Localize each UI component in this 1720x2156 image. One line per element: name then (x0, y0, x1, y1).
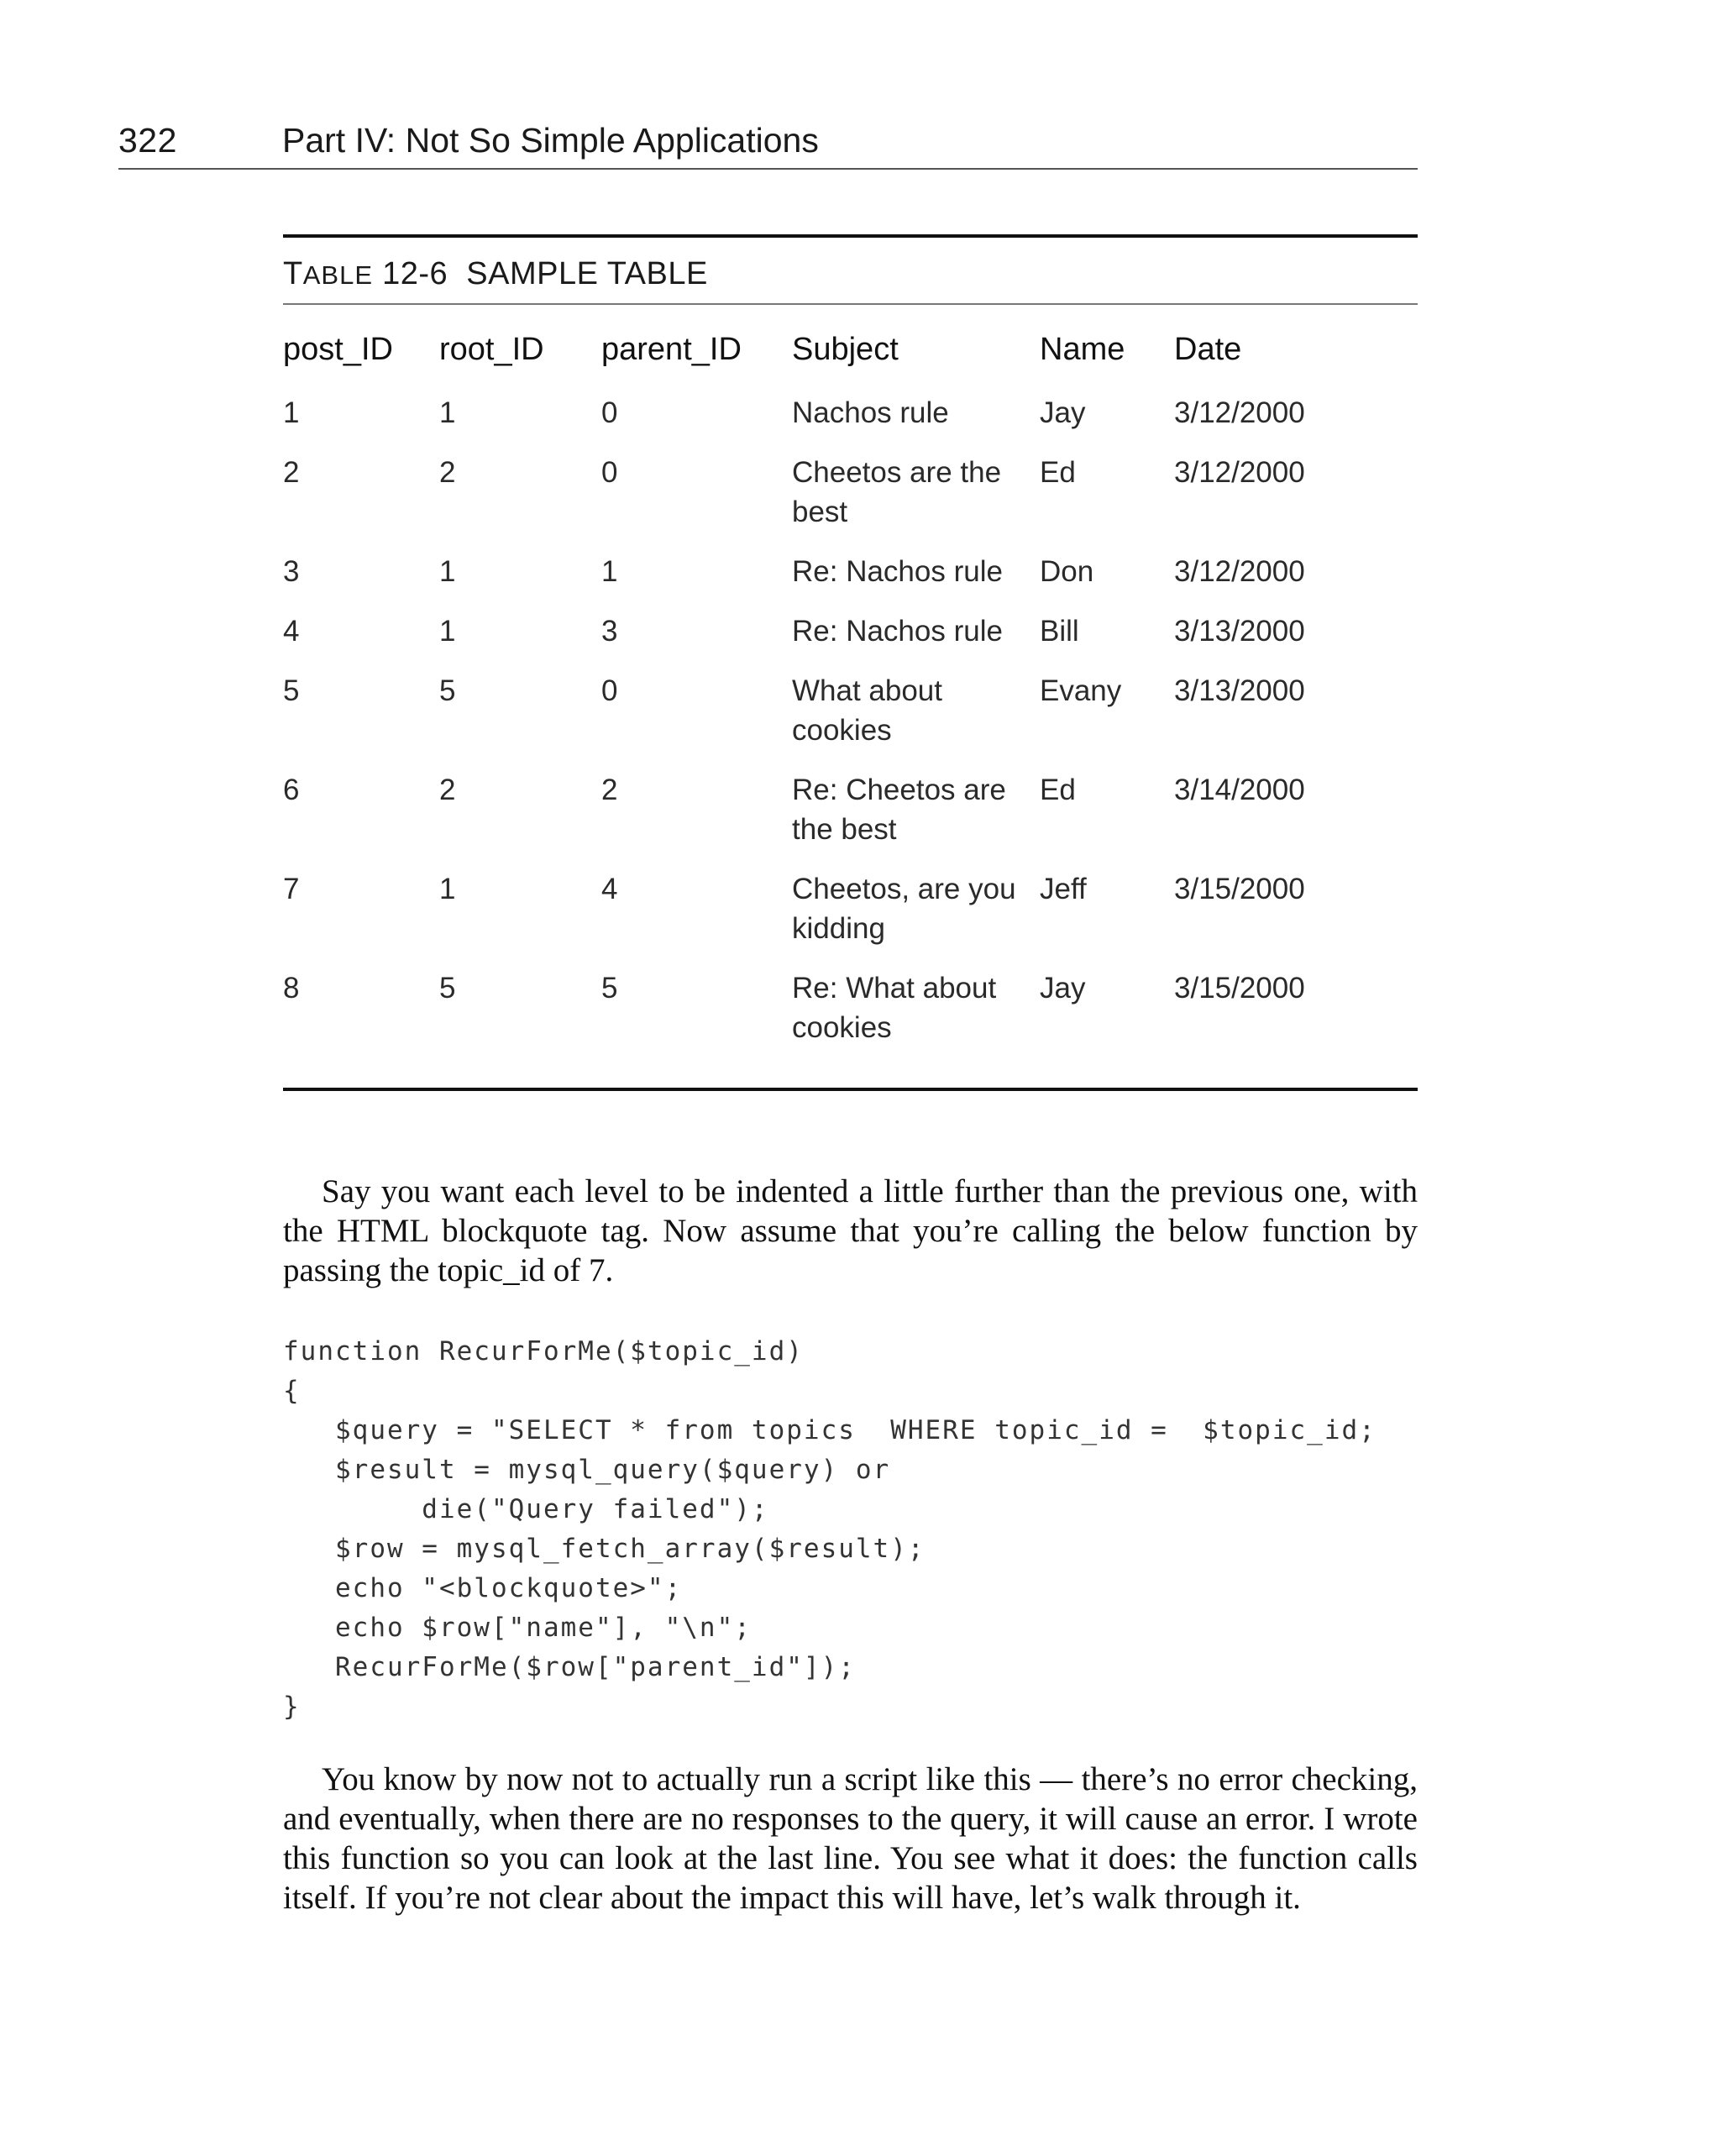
cell-parent-id: 1 (601, 555, 618, 588)
column-header-subject: Subject (792, 332, 899, 367)
sample-table-block (283, 234, 1418, 1091)
table-row (283, 968, 1418, 1068)
table-row (283, 770, 1418, 869)
cell-subject: What about cookies (792, 674, 942, 747)
table-bottom-rule (283, 1088, 1418, 1091)
code-line: $result = mysql_query($query) or (283, 1455, 891, 1485)
cell-date: 3/13/2000 (1174, 615, 1305, 648)
cell-date: 3/13/2000 (1174, 674, 1305, 707)
table-row (283, 869, 1418, 968)
cell-date: 3/15/2000 (1174, 873, 1305, 905)
cell-post-id: 8 (283, 972, 300, 1005)
cell-name: Jay (1040, 972, 1086, 1005)
cell-name: Jeff (1040, 873, 1087, 905)
cell-subject: Cheetos, are you kidding (792, 873, 1016, 945)
table-row (283, 552, 1418, 611)
cell-subject: Cheetos are the best (792, 456, 1002, 528)
cell-root-id: 2 (439, 774, 456, 806)
table-row (283, 611, 1418, 671)
cell-root-id: 1 (439, 615, 456, 648)
running-title: Part IV: Not So Simple Applications (282, 121, 819, 160)
cell-root-id: 1 (439, 396, 456, 429)
table-header-row (283, 332, 1418, 393)
running-header (118, 116, 1418, 170)
cell-root-id: 2 (439, 456, 456, 489)
page-number: 322 (118, 121, 177, 160)
code-line: echo $row["name"], "\n"; (283, 1613, 752, 1643)
cell-post-id: 2 (283, 456, 300, 489)
column-header-date: Date (1174, 332, 1242, 367)
code-line: } (283, 1692, 301, 1722)
cell-parent-id: 0 (601, 456, 618, 489)
cell-post-id: 6 (283, 774, 300, 806)
code-line: $query = "SELECT * from topics WHERE topic_id = $topic_id; (283, 1415, 1377, 1445)
code-line: echo "<blockquote>"; (283, 1573, 683, 1603)
cell-root-id: 5 (439, 972, 456, 1005)
caption-title: SAMPLE TABLE (466, 256, 708, 291)
column-header-root-id: root_ID (439, 332, 544, 367)
cell-post-id: 5 (283, 674, 300, 707)
body-paragraph-1: Say you want each level to be indented a little further than the previous one, with the HTML blockquote tag. Now assume that you’re calling the below function by passing the topic_id of 7. (283, 1173, 1418, 1288)
cell-date: 3/15/2000 (1174, 972, 1305, 1005)
cell-subject: Nachos rule (792, 396, 949, 429)
cell-subject: Re: Cheetos are the best (792, 774, 1006, 846)
code-listing (283, 1332, 1418, 1727)
cell-subject: Re: Nachos rule (792, 555, 1003, 588)
table-row (283, 393, 1418, 453)
column-header-parent-id: parent_ID (601, 332, 742, 367)
cell-parent-id: 3 (601, 615, 618, 648)
code-line: function RecurForMe($topic_id) (283, 1336, 804, 1367)
cell-name: Jay (1040, 396, 1086, 429)
cell-parent-id: 5 (601, 972, 618, 1005)
cell-date: 3/12/2000 (1174, 555, 1305, 588)
cell-root-id: 1 (439, 873, 456, 905)
cell-date: 3/12/2000 (1174, 456, 1305, 489)
cell-name: Bill (1040, 615, 1079, 648)
caption-prefix-rest: ABLE (302, 260, 373, 290)
cell-name: Ed (1040, 456, 1076, 489)
column-header-name: Name (1040, 332, 1125, 367)
table-row (283, 671, 1418, 770)
cell-name: Don (1040, 555, 1094, 588)
caption-prefix-initial: T (283, 256, 303, 291)
cell-subject: Re: Nachos rule (792, 615, 1003, 648)
code-line: RecurForMe($row["parent_id"]); (283, 1652, 856, 1682)
cell-root-id: 5 (439, 674, 456, 707)
cell-post-id: 3 (283, 555, 300, 588)
column-header-post-id: post_ID (283, 332, 393, 367)
cell-parent-id: 0 (601, 674, 618, 707)
table-row (283, 453, 1418, 552)
table-caption-label (283, 256, 708, 291)
code-line: $row = mysql_fetch_array($result); (283, 1534, 926, 1564)
cell-post-id: 4 (283, 615, 300, 648)
cell-parent-id: 4 (601, 873, 618, 905)
code-line: { (283, 1376, 301, 1406)
table-caption (283, 238, 1418, 305)
cell-date: 3/14/2000 (1174, 774, 1305, 806)
cell-parent-id: 0 (601, 396, 618, 429)
cell-post-id: 7 (283, 873, 300, 905)
caption-number: 12-6 (382, 256, 448, 291)
body-paragraph-2: You know by now not to actually run a script like this — there’s no error checking, and eventually, when there are no responses to the query, it will cause an error. I wrote this function so you can look at the last line. You see what it does: the function calls itself. If you’re not clear about the impact this will have, let’s walk through it. (283, 1761, 1418, 1916)
cell-date: 3/12/2000 (1174, 396, 1305, 429)
cell-subject: Re: What about cookies (792, 972, 997, 1044)
cell-name: Ed (1040, 774, 1076, 806)
cell-root-id: 1 (439, 555, 456, 588)
cell-post-id: 1 (283, 396, 300, 429)
cell-name: Evany (1040, 674, 1122, 707)
code-line: die("Query failed"); (283, 1494, 769, 1524)
sample-table (283, 332, 1418, 1068)
cell-parent-id: 2 (601, 774, 618, 806)
